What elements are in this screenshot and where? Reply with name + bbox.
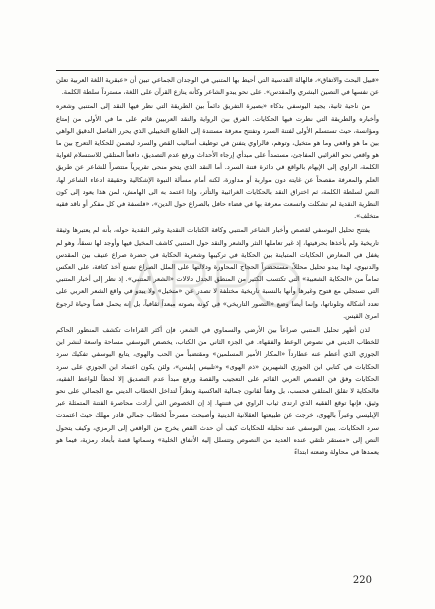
body-text	[56, 74, 379, 460]
header-rule	[56, 70, 379, 71]
paragraph-2: من ناحية ثانية، يجيد اليوسفي بذكاء «بصيرة التفريق دائماً بين الطريقة التي نظر فيها النقد إلى المتنبي وشعره وأخباره والطريقة التي نظرت فيها الحكايات. الفرق بين الرواية والنقد العربيين قائم على ما في الأولى من إمتاع ومؤانسة، حيث تستسلم الأولى لفتنة السرد وتفتتح معرفة مستندة إلى الطابع التخييلي الذي يحرر الفاصل الدقيق الواهي بين ما هو واقعي وما هو متخيل، وتوهم، فالراوي يتفنن في توظيف أساليب القص والسرد ليضمن للحكاية التعرج بين ما هو واقعي نحو الغرائبي المفاجئ، مستمداً على مبدأي إرجاء الأحداث ورفع عدم التصديق، دافعاً المتلقي للاستسلام لغواية الكلمة، الراوي إلى الإيهام بالواقع في دائرة فتنة السرد. أما النقد الذي يتحو منحى تقريرياً متتصراً للشاعر عن طريق العلم والمعرفة مفصحاً عن غايته دون مواربة أو مداورة، لكنه أمام مسألة النبوة الإشكالية وحقيقة ادعاء الشاعر لها، النص لسلطة الكلمة، ثم اختراق النقد بالحكايات الغرائبية والتأثر، وإذا اعتمد به الى الهامش، لمن هذا يعود إلى كون النظرية النقدية لم تشكلت واتسعت معرفة بها في فضاء حافل بالصراع حول الدين»، «فلسفة في كل مفكر أو ناقد فقيه متخلف».	[56, 102, 379, 221]
paragraph-1: «قبيل البحث والاتفاق»، فالهالة القدسية التي أحيط بها المتنبي في الوجدان الجماعي تبين أن «عبقرية اللغة العربية تعلن عن نفسها في النصين البشري والمقدس». على نحو يبدو الشاعر وكأنه ينازع القرآن على اللغة، مسترداً سلطة الكلمة.	[56, 76, 379, 97]
paragraph-3: يفتتح تحليل اليوسفي لقصص وأخبار الشاعر المتنبي وكافة الكتابات النقدية وغير النقدية حوله، بأنه لم يعتبرها وثيقة تاريخية ولم يأخذها بحرفيتها، إذ غير تعاملها النثر والشعر والنقد حول المتنبي كاشف المخيل فيها وأوجد لها نسقاً، وهو لم يغفل في المعارض الحكايات المتباينة بين الحكاية في تركيبها وشعرية الحكاية في حضرة صراع عنيف بين المقدس والدنيوي، لهذا يبدو تحليل محللاً، مستحضراً الحجاج المحاورة ودلالتها على الملل الصراع تصنع آخذ كثافة، على العكس تماماً من «الحكاية الشعبية» التي تكتسب الكثير من المنطق الجدل دلالات «الشعر المتنبي». إذ نظر إلى أخبار المتنبي التي تستجلي مع فتوح وغيرها وأنها بالنسبة تاريخية مختلفة لا تصدر عن «متخيل» ولا يبدو في واقع الشعر العربي على تعدد أشكاله وتلوناتها، وإنما أيضا وضع «التصور التاريخي» في كونه بصوته مبعداً ثقافياً، بل إنه يحمل قصاً وحياة لرجوع امرئ القيس.	[56, 226, 379, 320]
page-number: 220	[352, 575, 372, 586]
paragraph-4: لذن أظهر تحليل المتنبي صراعاً بين الأرضي والسماوي في الشعر، فإن أكثر القراءات تكشف المنظور الحاكم للخطاب الديني في نصوص الوعظ والفقهاء. في الجزء الثاني من الكتاب، يخصص اليوسفي مساحة واسعة لنشر ابن الجوزي الذي أعظم عنه عطارداً «المكار الأمير المسلمين» ومقتضباً من الحب والهوى، يتابع اليوسفي تفكيك سرد الحكايات في كتابي ابن الجوزي الشهيرين «ذم الهوى» و«تلبيس إبليس»، ولئن يكون اعتماد ابن الجوزي على سرد الحكايات وفق فن القصص العربي القائم على التعجيب والقصة ورفع مبدأ عدم التصديق إلا لحظاً للواعظ الفقيه، فالحكاية لا تقلق المتلقي فحسب، بل وفقاً لقانون جمالية العاكسية ونظراً لتداخل الخطاب الديني مع الجمالي على نحو وثيق، فإنها توقع الفقيه الذي ارتدى ثياب الراوي في فتنتها. إذ إن الخصوص التي أرادت محاصرة الفتنة المتمثلة عبر الإبليسي وعبراً بالهوى، خرجت عن طبيعتها العقلانية الدينية وأصبحت مسرحاً لخطاب جمالي قادر مهلك حيث اعتمدت سرد الحكايات. يبين اليوسفي عند تحليله للحكايات كيف أن حدث القص يخرج من الواقعي إلى الرمزي، وكيف يتحول النص إلى «مستقر تلتقي عنده العديد من النصوص وتتسلل إليه الأنفاق الخلية» وسماتها قصة بأبعاد رمزية، فيما هو يعمدها في محاولة وضعته ابتداءً	[56, 326, 379, 457]
